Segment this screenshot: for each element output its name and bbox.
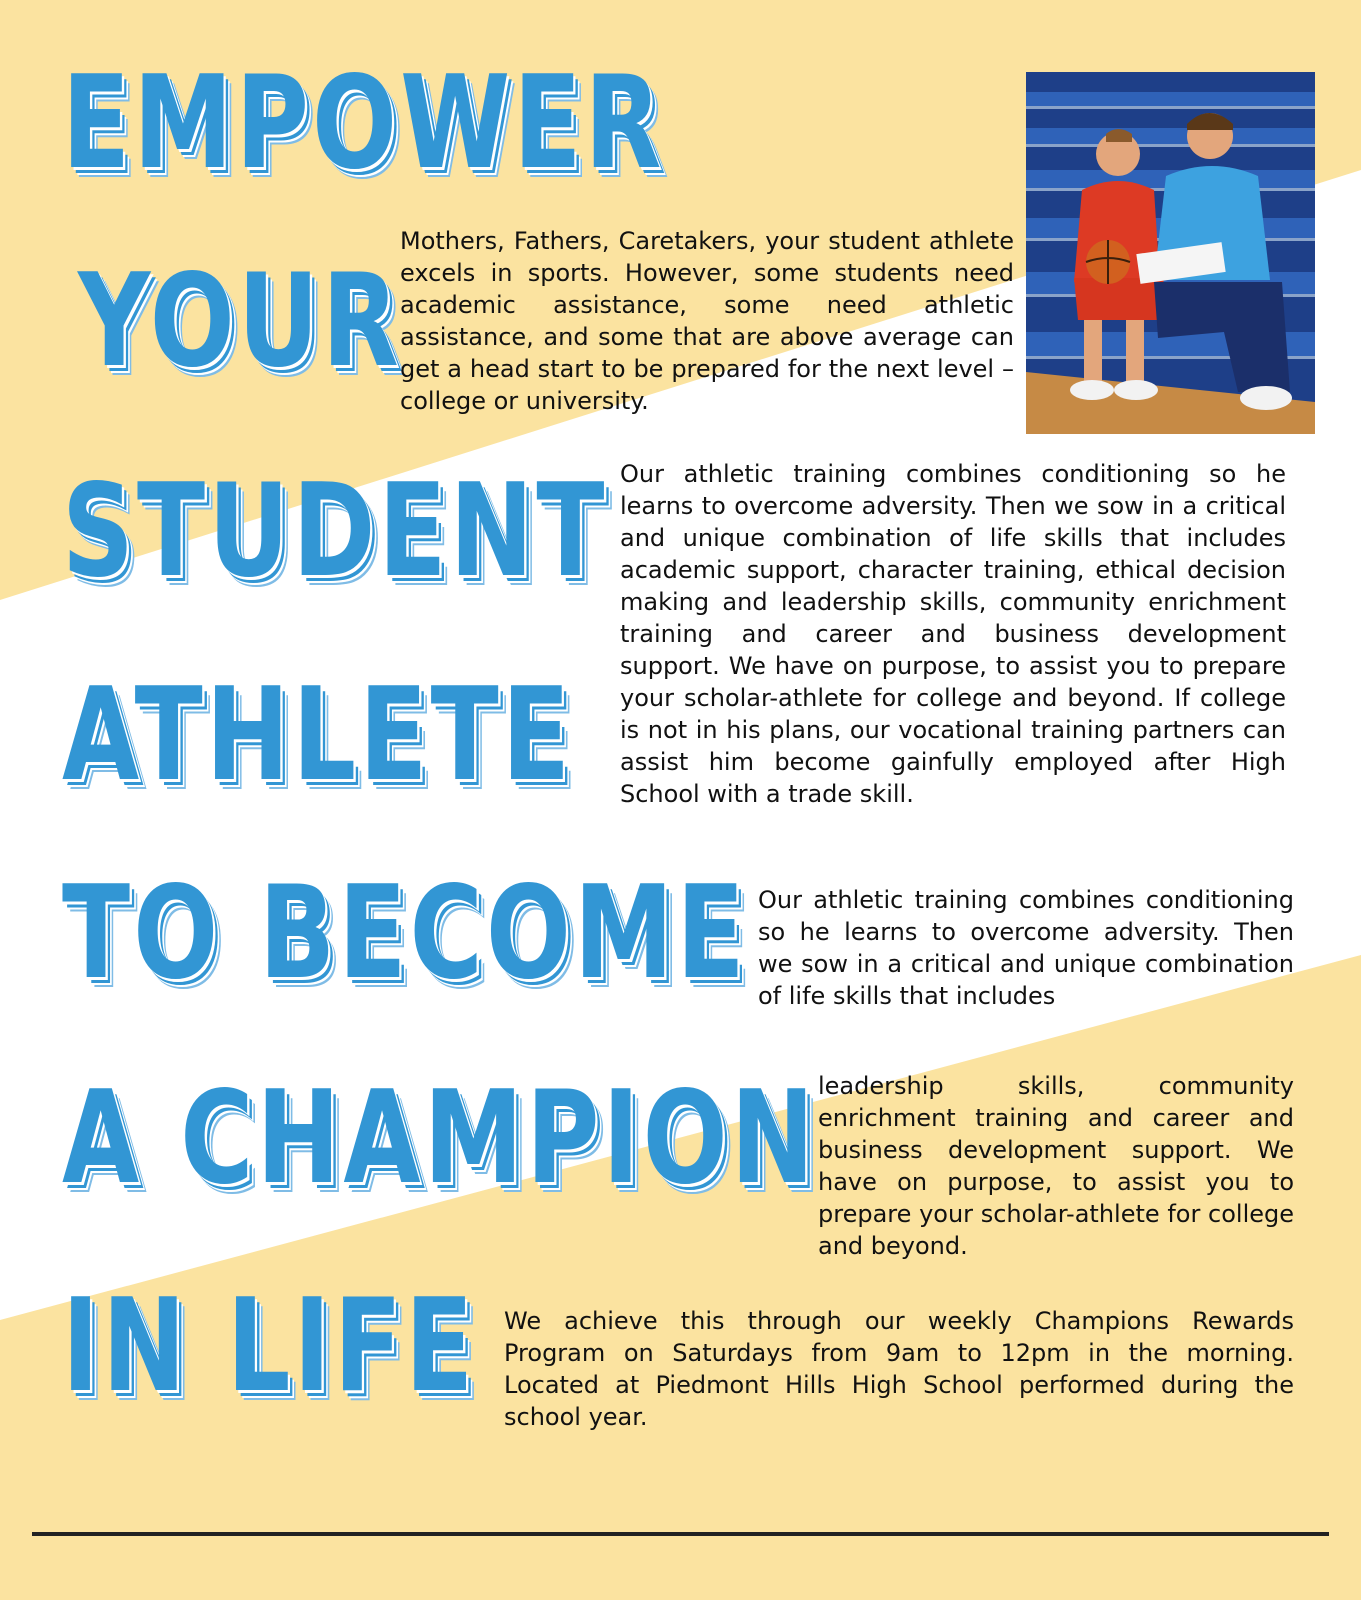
headline-line-1: EMPOWER [62, 49, 665, 198]
headline-line-5: TO BECOME [62, 859, 748, 1008]
headline-line-2: YOUR [78, 247, 403, 396]
headline-line-4: ATHLETE [62, 661, 574, 810]
training-paragraph: Our athletic training combines conditioning so he learns to overcome adversity. Then we sow in a critical and unique combination of life skills that includes academic support, character training, ethical decision making and leadership skills, community enrichment training and career and business development support. We have on purpose, to assist you to prepare your scholar-athlete for college and beyond. If college is not in his plans, our vocational training partners can assist him become gainfully employed after High School with a trade skill. [620, 460, 1286, 808]
headline-line-7: IN LIFE [62, 1272, 477, 1421]
headline-line-3: STUDENT [62, 457, 608, 606]
headline-line-6: A CHAMPION [62, 1064, 818, 1213]
bottom-rule [32, 1532, 1329, 1536]
leadership-paragraph: leadership skills, community enrichment training and career and business development support. We have on purpose, to assist you to prepare your scholar-athlete for college and beyond. [818, 1072, 1294, 1260]
program-paragraph: We achieve this through our weekly Champions Rewards Program on Saturdays from 9am to 12pm in the morning. Located at Piedmont Hills High School performed during the school year. [504, 1307, 1294, 1431]
combination-paragraph: Our athletic training combines conditioning so he learns to overcome adversity. Then we sow in a critical and unique combination of life skills that includes [758, 886, 1294, 1010]
intro-paragraph: Mothers, Fathers, Caretakers, your student athlete excels in sports. However, some students need academic assistance, some need athletic assistance, and some that are above average can get a head start to be prepared for the next level – college or university. [400, 227, 1014, 415]
coach-and-athlete-photo [1026, 72, 1315, 434]
